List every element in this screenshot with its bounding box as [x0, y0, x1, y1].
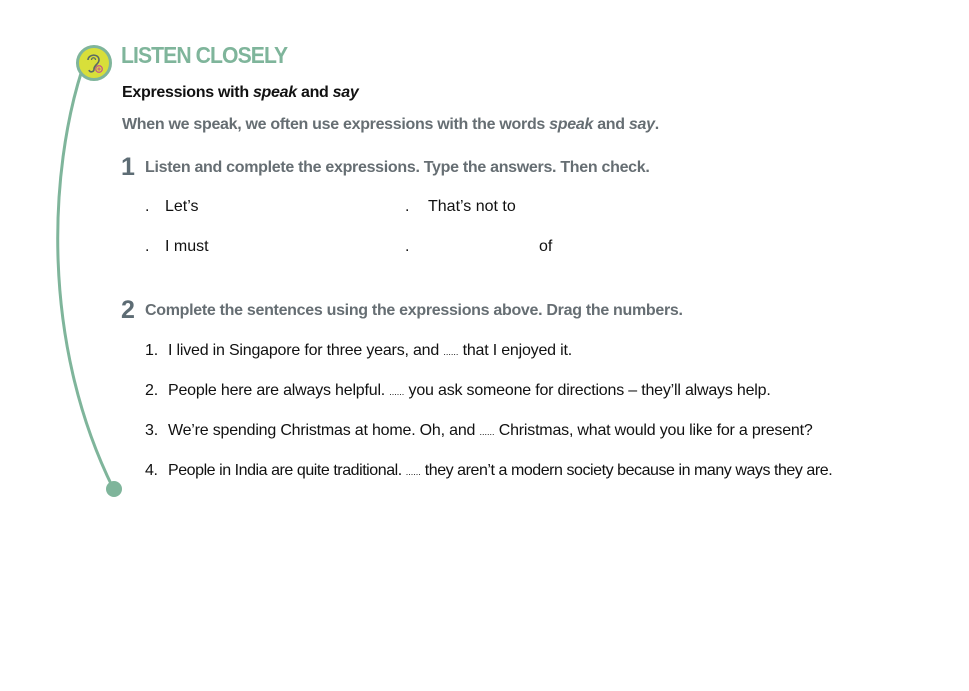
intro-word-speak: speak	[549, 116, 594, 133]
ear-icon-glyph	[82, 50, 106, 76]
item-bullet: .	[145, 238, 150, 255]
answer-input-2[interactable]	[516, 191, 666, 211]
timeline-curve	[58, 70, 113, 488]
sentence-1	[145, 342, 572, 360]
sentence-text: you ask someone for directions – they’ll always help.	[404, 382, 771, 399]
sentence-2	[145, 382, 771, 400]
sentence-text: I lived in Singapore for three years, and	[168, 342, 444, 359]
expression-text: Let’s	[165, 198, 199, 215]
sentence-number: 1.	[145, 342, 158, 359]
answer-input-3[interactable]	[209, 231, 379, 251]
subtitle-word-say: say	[332, 84, 359, 101]
intro-part: When we speak, we often use expressions with the words	[122, 116, 550, 133]
drop-target-2[interactable]: ......	[389, 387, 405, 397]
expression-text: That’s not to	[428, 198, 516, 215]
section-subtitle	[122, 84, 358, 102]
item-bullet: .	[405, 238, 410, 255]
drop-target-3[interactable]: ......	[479, 427, 495, 437]
sentence-4	[145, 462, 832, 480]
sentence-number: 4.	[145, 462, 158, 479]
sentence-text: People in India are quite traditional.	[168, 462, 406, 479]
answer-input-5[interactable]	[552, 231, 702, 251]
intro-text	[122, 116, 659, 134]
sentence-text: that I enjoyed it.	[458, 342, 572, 359]
timeline-end-dot	[106, 481, 122, 497]
expression-text: of	[539, 238, 553, 255]
intro-part-and: and	[593, 116, 629, 133]
exercise-2-instruction: Complete the sentences using the expressions above. Drag the numbers.	[145, 302, 683, 319]
drop-target-1[interactable]: ......	[443, 347, 459, 357]
expression-item-4	[405, 231, 702, 256]
sentence-3	[145, 422, 813, 440]
sentence-number: 2.	[145, 382, 158, 399]
ear-icon	[76, 45, 112, 81]
drop-target-4[interactable]: ......	[405, 467, 421, 477]
exercise-1-instruction: Listen and complete the expressions. Type the answers. Then check.	[145, 159, 650, 176]
expression-item-1	[145, 191, 369, 216]
sentence-text: Christmas, what would you like for a present?	[494, 422, 813, 439]
item-bullet: .	[405, 198, 410, 215]
intro-period: .	[654, 116, 659, 133]
answer-input-4[interactable]	[425, 231, 539, 251]
intro-word-say: say	[628, 116, 655, 133]
subtitle-text: Expressions with	[122, 84, 253, 101]
answer-input-1[interactable]	[199, 191, 369, 211]
sentence-text: We’re spending Christmas at home. Oh, and	[168, 422, 480, 439]
section-title: LISTEN CLOSELY	[121, 42, 288, 68]
item-bullet: .	[145, 198, 150, 215]
sentence-text: they aren’t a modern society because in many ways they are.	[420, 462, 833, 479]
subtitle-word-speak: speak	[252, 84, 297, 101]
exercise-1-number: 1	[121, 153, 134, 181]
expression-item-2	[405, 191, 666, 216]
sentence-number: 3.	[145, 422, 158, 439]
exercise-2-number: 2	[121, 296, 134, 324]
expression-text: I must	[165, 238, 209, 255]
sentence-text: People here are always helpful.	[168, 382, 390, 399]
subtitle-text-and: and	[296, 84, 333, 101]
expression-item-3	[145, 231, 379, 256]
